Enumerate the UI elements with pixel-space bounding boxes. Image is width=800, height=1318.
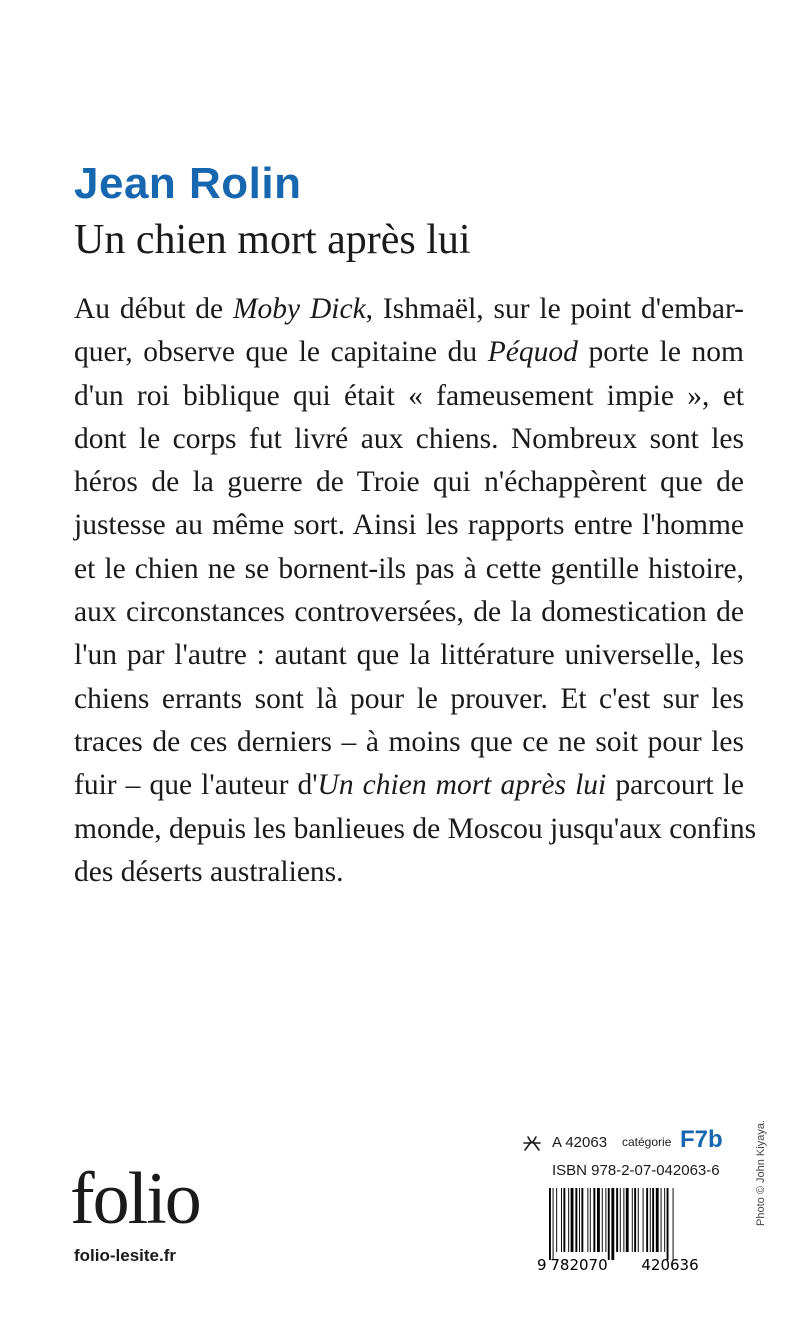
two-hands-logo-icon [522,1134,542,1152]
barcode-bar [571,1188,574,1252]
barcode-bar [667,1188,669,1260]
blurb-line: justesse au même sort. Ainsi les rapports entre l'homme [74,509,744,542]
back-cover-blurb [74,288,757,894]
blurb-line: quer, observe que le capitaine du Péquod porte le nom [74,336,744,369]
barcode-bar [556,1188,557,1252]
barcode-bar [608,1188,610,1260]
blurb-line: d'un roi biblique qui était « fameusement impie », et [74,379,744,412]
barcode-digits-left: 782070 [550,1256,608,1272]
barcode-bar [575,1188,577,1252]
blurb-line: héros de la guerre de Troie qui n'échappèrent que de [74,466,744,499]
barcode-bar [605,1188,606,1252]
barcode-bar [579,1188,580,1252]
barcode-bar [593,1188,595,1252]
catalog-code: A 42063 [552,1134,608,1151]
category-value: F7b [680,1126,723,1153]
barcode-bar [597,1188,600,1252]
barcode-bar [581,1188,583,1252]
author-name: Jean Rolin [74,159,302,208]
blurb-line: dont le corps fut livré aux chiens. Nombreux sont les [74,422,744,455]
category-label: catégorie [622,1135,672,1149]
barcode-bar [602,1188,603,1252]
barcode-bar [620,1188,621,1252]
book-reference: Moby Dick [232,293,366,325]
barcode-bar [656,1188,659,1252]
barcode-digit-first: 9 [537,1256,547,1272]
barcode-bar [568,1188,569,1252]
blurb-line: traces de ces derniers – à moins que ce ne soit pour les [74,725,744,758]
blurb-line: Au début de Moby Dick, Ishmaël, sur le point d'embar- [74,293,745,325]
barcode [535,1188,725,1272]
barcode-bar [638,1188,639,1252]
barcode-bar [634,1188,636,1252]
barcode-bar [623,1188,624,1252]
barcode-bar [563,1188,565,1252]
blurb-line: des déserts australiens. [74,855,344,888]
catalog-info [522,1126,722,1156]
isbn: ISBN 978-2-07-042063-6 [552,1162,720,1179]
barcode-bar [646,1188,648,1252]
ship-name: Péquod [487,336,578,369]
barcode-bar [673,1188,674,1260]
blurb-line: fuir – que l'auteur d'Un chien mort après lui parcourt le [74,769,744,802]
barcode-bar [611,1188,614,1260]
book-title: Un chien mort après lui [74,217,471,263]
barcode-bar [561,1188,562,1252]
barcode-bar [650,1188,651,1252]
blurb-line: monde, depuis les banlieues de Moscou jusqu'aux confins [74,812,757,845]
photo-credit: Photo © John Kiyaya. [755,1120,767,1226]
publisher-website: folio-lesite.fr [74,1246,177,1265]
blurb-line: l'un par l'autre : autant que la littérature universelle, les [74,639,744,672]
barcode-digits-right: 420636 [641,1256,699,1272]
barcode-bar [587,1188,588,1252]
barcode-bar [664,1188,665,1252]
barcode-bar [616,1188,618,1252]
barcode-bar [632,1188,633,1252]
folio-logo: folio [70,1158,200,1240]
book-reference: Un chien mort après lui [317,769,607,802]
blurb-line: chiens errants sont là pour le prouver. Et c'est sur les [74,682,744,715]
barcode-bar [661,1188,662,1252]
barcode-bar [652,1188,654,1252]
barcode-bar [626,1188,629,1252]
blurb-line: et le chien ne se bornent-ils pas à cette gentille histoire, [74,552,744,585]
blurb-line: aux circonstances controversées, de la domestication de [74,596,744,629]
barcode-bar [549,1188,551,1260]
barcode-bar [590,1188,591,1252]
barcode-bar [553,1188,554,1260]
barcode-bar [643,1188,644,1252]
